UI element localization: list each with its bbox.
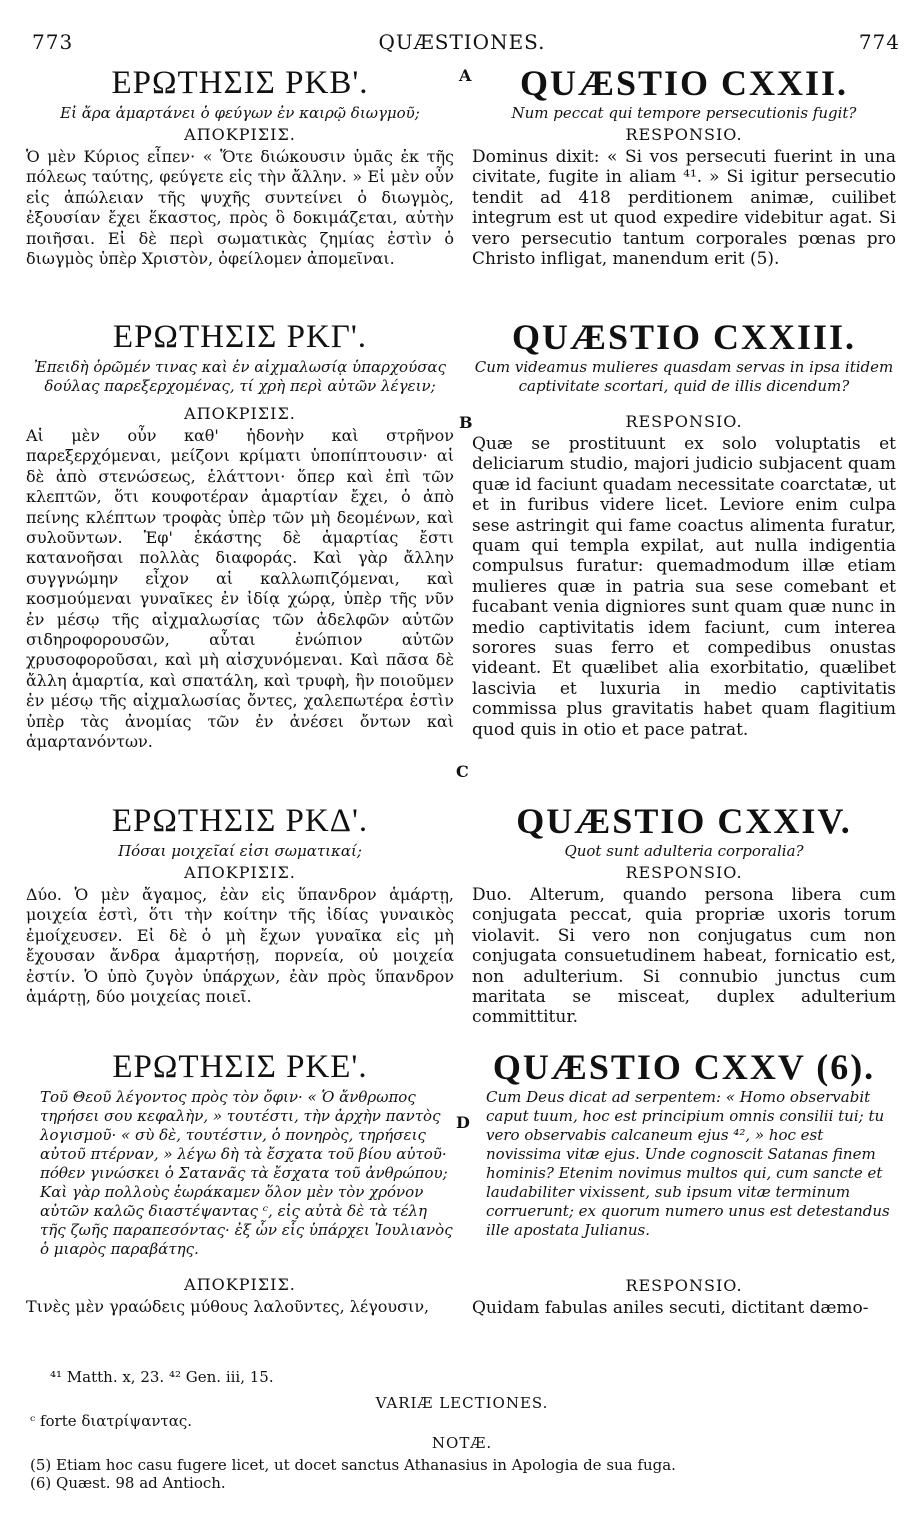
response-label: RESPONSIO. (625, 863, 743, 882)
response-label: RESPONSIO. (625, 412, 743, 431)
answer-text: Dominus dixit: « Si vos persecuti fuerint in una civitate, fugite in aliam ⁴¹. » Si igitur persecutio tendit ad 418 perditionem animæ, cuilibet integrum est ut quod expedire videbitur agat. Si vero persecutio tantum corporales pœnas pro Christo infligat, manendum erit (5). (472, 147, 896, 270)
response-label: ΑΠΟΚΡΙΣΙΣ. (184, 863, 296, 882)
response-label: RESPONSIO. (625, 1276, 743, 1295)
question-text: Num peccat qui tempore persecutionis fugit? (511, 104, 857, 122)
latin-question-124 (472, 800, 896, 1028)
question-text: Πόσαι μοιχεῖαί εἰσι σωματικαί; (118, 842, 362, 860)
section-title: QUÆSTIO CXXIV. (516, 801, 852, 841)
response-label: ΑΠΟΚΡΙΣΙΣ. (184, 1275, 296, 1294)
margin-letter-d: D (456, 1113, 470, 1132)
greek-question-123 (26, 316, 454, 753)
margin-letter-c: C (456, 762, 469, 781)
nota-6: (6) Quæst. 98 ad Antioch. (30, 1474, 226, 1492)
variae-lectiones-entry: ᶜ forte διατρίψαντας. (30, 1412, 193, 1430)
latin-question-123 (472, 316, 896, 740)
greek-question-124 (26, 800, 454, 1007)
answer-text: Αἱ μὲν οὖν καθ' ἡδονὴν καὶ στρῆνον παρεξερχόμεναι, μείζονι κρίματι ὑποπίπτουσιν· αἱ δὲ ἀπὸ στενώσεως, ἐλάττονι· ὅπερ καὶ ἐπὶ τῶν κλεπτῶν, ὅτι κουφοτέραν ἁμαρτίαν ἔχει, ὁ ἀπὸ πείνης κλέπτων τροφὰς ὑπὲρ τῶν μὴ δεομένων, καὶ συλοῦντων. Ἐφ' ἑκάστης δὲ ἁμαρτίας ἔστι κατανοῆσαι πολλὰς διαφοράς. Καὶ γὰρ ἄλλην συγγνώμην εἶχον αἱ καλλωπιζόμεναι, καὶ κοσμούμεναι γυναῖκες ἐν ἰδίᾳ χώρᾳ, ὑπὲρ τῆς νῦν ἐν μέσῳ τῆς αἰχμαλωσίας τῶν ἀδελφῶν αὐτῶν σιδηροφορουσῶν, αὗται ἐνώπιον αὐτῶν χρυσοφοροῦσαι, καὶ μὴ αἰσχυνόμεναι. Καὶ πᾶσα δὲ ἄλλη ἁμαρτία, καὶ σπατάλη, καὶ τρυφὴ, ἣν ποιοῦμεν ἐν μέσῳ τῆς αἰχμαλωσίας ὄντες, χαλεπωτέρα ἐστὶν ὑπὲρ τὰς ἀνομίας τῶν ἐν ἀνέσει ὄντων καὶ ἁμαρτανόντων. (26, 426, 454, 752)
section-title: ΕΡΩΤΗΣΙΣ ΡΚΒ'. (111, 65, 369, 101)
greek-question-122 (26, 62, 454, 269)
answer-text: Τινὲς μὲν γραώδεις μύθους λαλοῦντες, λέγουσιν, (26, 1297, 430, 1316)
section-title: ΕΡΩΤΗΣΙΣ ΡΚΕ'. (112, 1049, 368, 1085)
scripture-references: ⁴¹ Matth. x, 23. ⁴² Gen. iii, 15. (50, 1368, 274, 1386)
response-label: ΑΠΟΚΡΙΣΙΣ. (184, 404, 296, 423)
answer-text: Duo. Alterum, quando persona libera cum conjugata peccat, quia propriæ uxoris torum violavit. Si vero non conjugatus cum non conjugata consuetudinem habeat, fornicatio est, non adulterium. Si connubio junctus cum maritata se misceat, duplex adulterium committitur. (472, 885, 896, 1028)
running-title: QUÆSTIONES. (378, 30, 546, 54)
response-label: RESPONSIO. (625, 125, 743, 144)
response-label: ΑΠΟΚΡΙΣΙΣ. (184, 125, 296, 144)
margin-letter-b: B (459, 413, 473, 432)
question-text: Quot sunt adulteria corporalia? (564, 842, 804, 860)
question-text: Cum videamus mulieres quasdam servas in ipsa itidem captivitate scortari, quid de illis dicendum? (474, 358, 894, 395)
section-title: QUÆSTIO CXXIII. (511, 317, 857, 357)
page-number-right: 774 (858, 30, 900, 54)
notae-title: NOTÆ. (431, 1434, 493, 1452)
latin-question-125 (472, 1046, 896, 1318)
section-title: ΕΡΩΤΗΣΙΣ ΡΚΓ'. (112, 319, 368, 355)
question-text: Cum Deus dicat ad serpentem: « Homo observabit caput tuum, hoc est principium omnis consilii tui; tu vero observabis calcaneum ejus ⁴², » hoc est novissima vitæ ejus. Unde cognoscit Satanas finem hominis? Etenim novimus multos qui, cum sancte et laudabiliter vixissent, sub ipsum vitæ terminum corruerunt; ex quorum numero unus est detestandus ille apostata Julianus. (486, 1088, 890, 1239)
answer-text: Δύο. Ὁ μὲν ἄγαμος, ἐὰν εἰς ὕπανδρον ἁμάρτῃ, μοιχεία ἐστὶ, ὅτι τὴν κοίτην τῆς ἰδίας γυναικὸς ἐμοίχευσεν. Εἰ δὲ ὁ μὴ ἔχων γυναῖκα εἰς μὴ ἔχουσαν ἄνδρα ἁμαρτήσῃ, πορνεία, οὐ μοιχεία ἐστίν. Ὁ ὑπὸ ζυγὸν ὑπάρχων, ἐὰν πρὸς ὕπανδρον ἁμάρτῃ, δύο μοιχείας ποιεῖ. (26, 885, 454, 1007)
greek-question-125 (26, 1046, 454, 1317)
page-number-left: 773 (32, 30, 74, 54)
variae-lectiones-title: VARIÆ LECTIONES. (375, 1394, 549, 1412)
section-title: QUÆSTIO CXXV (6). (492, 1047, 876, 1087)
question-text: Τοῦ Θεοῦ λέγοντος πρὸς τὸν ὄφιν· « Ὁ ἄνθρωπος τηρήσει σου κεφαλὴν, » τουτέστι, τὴν ἀρχὴν παντὸς λογισμοῦ· « σὺ δὲ, τουτέστιν, ὁ πονηρὸς, τηρήσεις αὐτοῦ πτέρναν, » λέγω δὴ τὰ ἔσχατα τοῦ βίου αὐτοῦ· πόθεν γινώσκει ὁ Σατανᾶς τὰ ἔσχατα τοῦ ἀνθρώπου; Καὶ γὰρ πολλοὺς ἑωράκαμεν ὅλον μὲν τὸν χρόνον αὐτῶν καλῶς διαστέψαντας ᶜ, εἰς αὐτὰ δὲ τὰ τέλη τῆς ζωῆς παραπεσόντας· ἐξ ὧν εἷς ὑπάρχει Ἰουλιανὸς ὁ μιαρὸς παραβάτης. (40, 1088, 453, 1258)
latin-question-122 (472, 62, 896, 269)
answer-text: Quæ se prostituunt ex solo voluptatis et deliciarum studio, majori judicio subjacent quam quæ id faciunt quadam necessitate coarctatæ, ut et in furibus videre licet. Leviore enim culpa sese astringit qui fame coactus alimenta furatur, quam qui templa expilat, aut nulla indigentia compulsus furatur: quemadmodum illæ etiam mulieres quæ in patria sua sese comebant et fucabant venia digniores sunt quam quæ nunc in medio captivitatis idem faciunt, cum interea sorores suas ferro et compedibus onustas videant. Et quælibet alia exorbitatio, quælibet lascivia et luxuria in medio captivitatis commissa plus gravitatis habet quam flagitium quod quis in otio et pace patrat. (472, 434, 896, 740)
question-text: Εἰ ἄρα ἁμαρτάνει ὁ φεύγων ἐν καιρῷ διωγμοῦ; (60, 104, 420, 122)
margin-letter-a: A (459, 66, 472, 85)
answer-text: Ὁ μὲν Κύριος εἶπεν· « Ὅτε διώκουσιν ὑμᾶς ἐκ τῆς πόλεως ταύτης, φεύγετε εἰς τὴν ἄλλην. » Εἰ μὲν οὖν εἰς ἀπώλειαν τῆς ψυχῆς συντείνει ὁ διωγμὸς, ἐξουσίαν ἔχει ἕκαστος, πρὸς ὃ δοκιμάζεται, αὐτὴν ποιῆσαι. Εἰ δὲ περὶ σωματικὰς ζημίας ἐστὶν ὁ διωγμὸς ὑπὲρ Χριστὸν, ὀφείλομεν ἀπομεῖναι. (26, 147, 454, 269)
answer-text: Quidam fabulas aniles secuti, dictitant dæmo- (472, 1298, 869, 1318)
section-title: ΕΡΩΤΗΣΙΣ ΡΚΔ'. (111, 803, 369, 839)
section-title: QUÆSTIO CXXII. (519, 63, 849, 103)
question-text: Ἐπειδὴ ὁρῶμέν τινας καὶ ἐν αἰχμαλωσίᾳ ὑπαρχούσας δούλας παρεξερχομένας, τί χρὴ περὶ αὐτῶν λέγειν; (34, 358, 446, 395)
nota-5: (5) Etiam hoc casu fugere licet, ut docet sanctus Athanasius in Apologia de sua fuga. (30, 1456, 676, 1474)
